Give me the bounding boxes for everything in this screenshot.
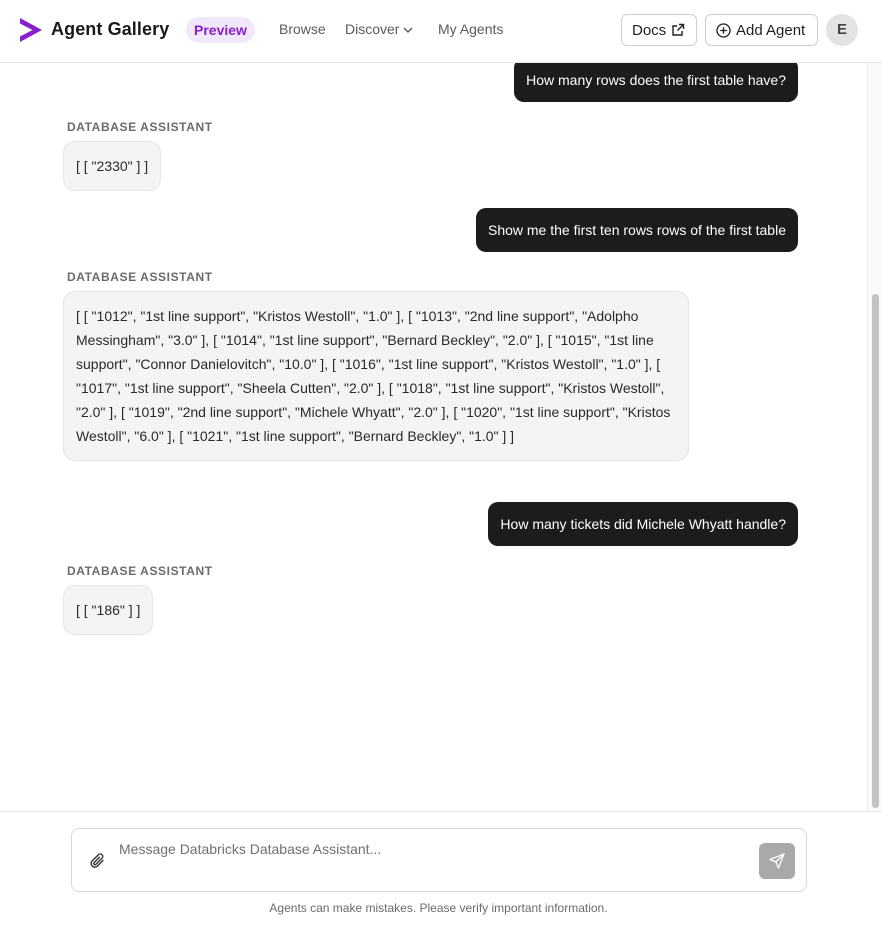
add-agent-button-label: Add Agent bbox=[736, 21, 806, 39]
assistant-message: [ [ "1012", "1st line support", "Kristos Westoll", "1.0" ], [ "1013", "2nd line support", "Adolpho Messingham", "3.0" ], [ "1014", "1st line support", "Bernard Beckley", "2.0" ], [ "1015", "1st line support", "Connor Danielovitch", "10.0" ], [ "1016", "1st line support", "Kristos Westoll", "1.0" ], [ "1017", "1st line support", "Sheela Cutten", "2.0" ], [ "1018", "1st line support", "Kristos Westoll", "2.0" ], [ "1019", "2nd line support", "Michele Whyatt", "2.0" ], [ "1020", "1st line support", "Kristos Westoll", "6.0" ], [ "1021", "1st line support", "Bernard Beckley", "1.0" ] ] bbox=[63, 291, 689, 461]
nav-my-agents-link[interactable]: My Agents bbox=[438, 21, 504, 37]
nav-discover-dropdown[interactable] bbox=[345, 21, 413, 37]
message-composer bbox=[71, 828, 807, 892]
agent-gallery-logo-icon[interactable] bbox=[20, 18, 42, 42]
docs-button-label: Docs bbox=[632, 21, 667, 39]
assistant-message: [ [ "2330" ] ] bbox=[63, 141, 161, 191]
nav-browse-link[interactable]: Browse bbox=[279, 21, 326, 37]
user-message: Show me the first ten rows rows of the first table bbox=[476, 208, 798, 252]
assistant-label: DATABASE ASSISTANT bbox=[67, 120, 213, 134]
user-message: How many rows does the first table have? bbox=[514, 63, 798, 102]
send-button[interactable] bbox=[759, 843, 795, 879]
disclaimer-text: Agents can make mistakes. Please verify important information. bbox=[269, 901, 608, 915]
assistant-label: DATABASE ASSISTANT bbox=[67, 564, 213, 578]
docs-button[interactable] bbox=[621, 14, 697, 46]
chat-transcript bbox=[0, 63, 866, 811]
external-link-icon bbox=[671, 23, 685, 37]
preview-badge: Preview bbox=[186, 17, 255, 43]
assistant-message: [ [ "186" ] ] bbox=[63, 585, 153, 635]
user-avatar[interactable]: E bbox=[826, 14, 858, 46]
chat-scrollbar-thumb[interactable] bbox=[872, 294, 879, 808]
add-agent-button[interactable] bbox=[705, 14, 818, 46]
user-message: How many tickets did Michele Whyatt handle? bbox=[488, 502, 798, 546]
send-icon bbox=[769, 853, 785, 869]
paperclip-icon[interactable] bbox=[90, 852, 106, 870]
top-nav-bar bbox=[0, 0, 882, 63]
message-input[interactable] bbox=[119, 837, 749, 861]
brand-title[interactable]: Agent Gallery bbox=[51, 19, 170, 39]
plus-circle-icon bbox=[716, 23, 731, 38]
nav-discover-label: Discover bbox=[345, 21, 400, 37]
assistant-label: DATABASE ASSISTANT bbox=[67, 270, 213, 284]
composer-divider bbox=[0, 811, 882, 812]
chevron-down-icon bbox=[403, 27, 413, 33]
